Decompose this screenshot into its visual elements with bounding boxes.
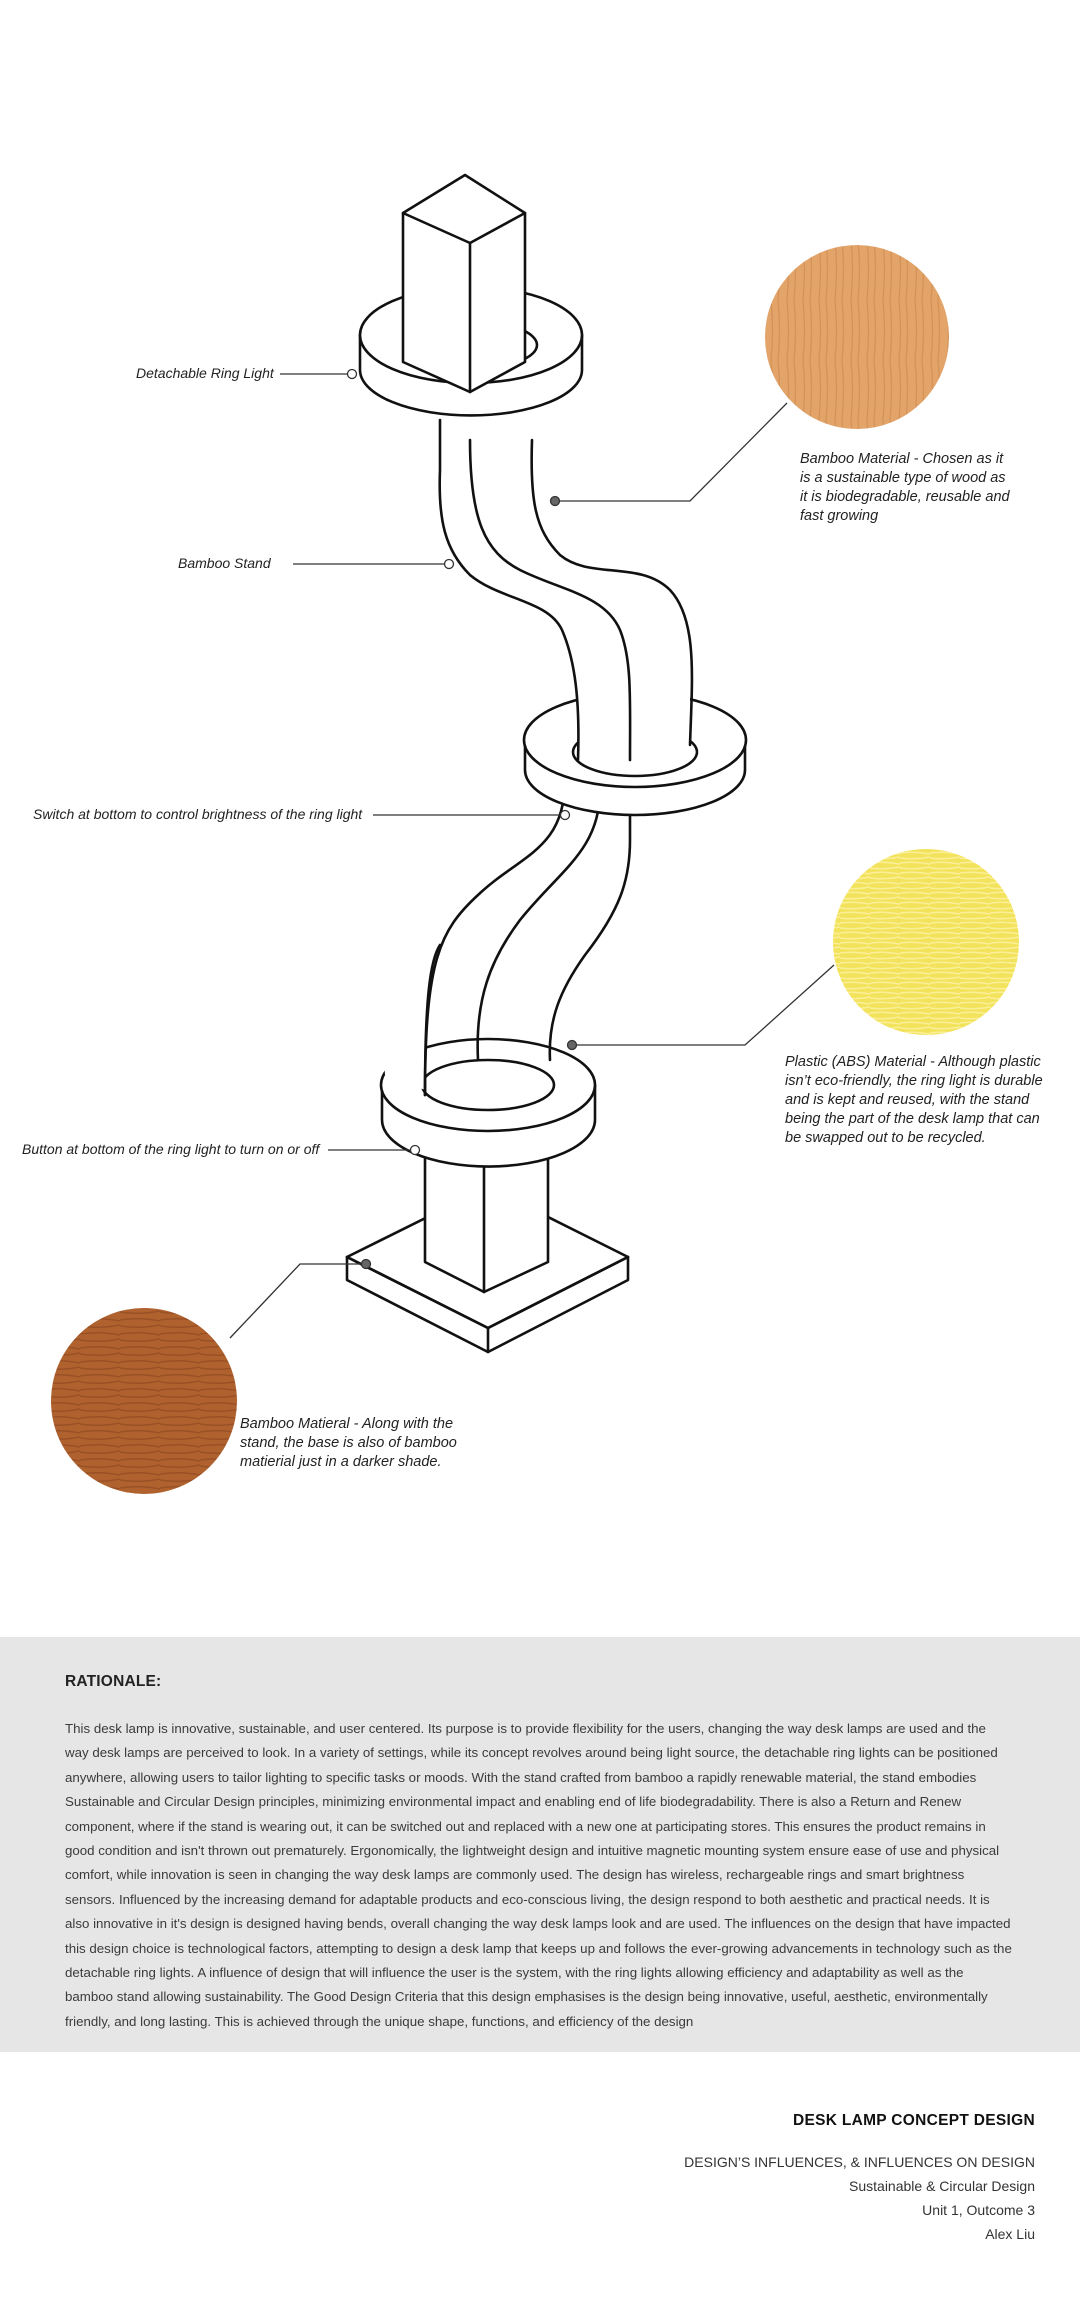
note-plastic: Plastic (ABS) Material - Although plastic isn’t eco-friendly, the ring light is durable and is kept and reused, with the stand being the part of the desk lamp that can be swapped out to be recycled. xyxy=(785,1054,1043,1146)
callout-bamboo-stand: Bamboo Stand xyxy=(178,555,271,571)
rationale-body: This desk lamp is innovative, sustainable, and user centered. Its purpose is to provide flexibility for the users, changing the way desk lamps are used and the way desk lamps are perceived to look. In a variety of settings, while its concept revolves around being light source, the detachable ring lights can be positioned anywhere, allowing users to tailor lighting to specific tasks or moods. With the stand crafted from bamboo a rapidly renewable material, the stand embodies Sustainable and Circular Design principles, minimizing environmental impact and enabling end of life biodegradability. There is also a Return and Renew component, where if the stand is wearing out, it can be switched out and replaced with a new one at participating stores. This ensures the product remains in good condition and isn't thrown out prematurely. Ergonomically, the lightweight design and intuitive magnetic mounting system ensure ease of use and physical comfort, while innovation is seen in changing the way desk lamps are commonly used. The design has wireless, rechargeable rings and smart brightness sensors. Influenced by the increasing demand for adaptable products and eco-conscious living, the design respond to both aesthetic and practical needs. It is also innovative in it's design is designed having bends, overall changing the way desk lamps look and are used. The influences on the design that have impacted this design choice is technological factors, attempting to design a desk lamp that keeps up and follows the ever-growing advancements in technology such as the detachable ring lights. A influence of design that will influence the user is the system, with the ring lights allowing efficiency and adaptability as well as the bamboo stand allowing sustainability. The Good Design Criteria that this design emphasises is the design being innovative, useful, aesthetic, environmentally friendly, and long lasting. This is achieved through the unique shape, functions, and efficiency of the design xyxy=(65,1721,1012,2029)
note-bamboo-light: Bamboo Material - Chosen as it is a sustainable type of wood as it is biodegradable, reusable and fast growing xyxy=(800,451,1010,524)
callout-switch: Switch at bottom to control brightness of the ring light xyxy=(33,806,363,822)
rationale-heading: RATIONALE: xyxy=(65,1673,162,1690)
footer-line2: Sustainable & Circular Design xyxy=(849,2178,1035,2194)
bamboo-dark-swatch xyxy=(51,1308,237,1494)
rationale-section xyxy=(0,1637,1080,2052)
note-bamboo-dark: Bamboo Matieral - Along with the stand, the base is also of bamboo matierial just in a darker shade. xyxy=(240,1416,457,1470)
footer-title: DESK LAMP CONCEPT DESIGN xyxy=(792,2112,1035,2129)
callout-button: Button at bottom of the ring light to turn on or off xyxy=(22,1141,320,1157)
bamboo-light-swatch xyxy=(765,245,949,429)
callout-ring-light: Detachable Ring Light xyxy=(136,365,274,381)
footer-line1: DESIGN’S INFLUENCES, & INFLUENCES ON DESIGN xyxy=(684,2154,1035,2170)
footer-author: Alex Liu xyxy=(985,2226,1035,2242)
footer-line3: Unit 1, Outcome 3 xyxy=(922,2202,1035,2218)
plastic-swatch xyxy=(833,849,1019,1035)
